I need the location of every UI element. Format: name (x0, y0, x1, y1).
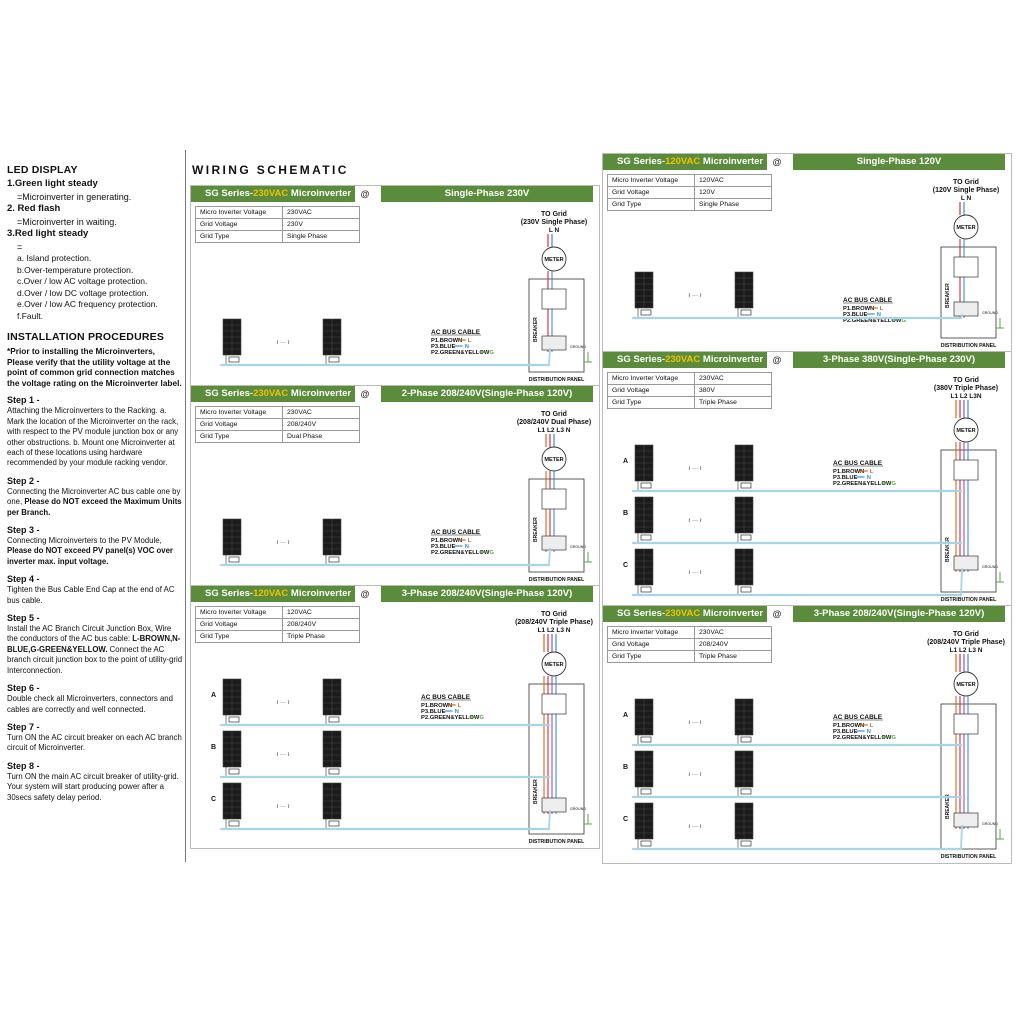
wire-code: G (489, 550, 495, 556)
main-breaker-icon (542, 289, 566, 309)
wire-code: N (454, 709, 459, 715)
spec-value: 230VAC (283, 207, 360, 219)
ac-bus-cable (549, 348, 550, 365)
spec-value: 230VAC (283, 407, 360, 419)
grid-lines-label: L1 L2 L3 N (537, 427, 571, 434)
branch-breaker-icon (954, 556, 978, 570)
distribution-panel-label: DISTRIBUTION PANEL (940, 597, 997, 603)
series-label (603, 352, 767, 368)
wire-label: P3.BLUE (843, 312, 868, 318)
series-voltage: 230VAC (253, 388, 289, 399)
ellipsis-label: ≀ ··· ≀ (276, 340, 290, 346)
microinverter-icon (329, 357, 339, 362)
spec-value: 208/240V (283, 419, 360, 431)
solar-panel-icon (223, 783, 241, 828)
microinverter-icon (229, 557, 239, 562)
solar-panel-icon (735, 803, 753, 848)
ac-bus-cable-label: AC BUS CABLE (421, 694, 471, 701)
microinverter-icon (741, 535, 751, 540)
solar-panel-icon (223, 519, 241, 564)
wire-label: P2.GREEN&YELLOW (843, 318, 902, 324)
ac-bus-cable (961, 825, 962, 849)
step-body: Connecting Microinverters to the PV Module, Please do NOT exceed PV panel(s) VOC over inverter max. input voltage. (7, 536, 173, 566)
at-icon: @ (768, 352, 786, 368)
install-title: INSTALLATION PROCEDURES (7, 331, 165, 343)
spec-value: 230VAC (695, 373, 772, 385)
meter-label: METER (544, 257, 564, 263)
series-suffix: Microinverter (288, 188, 352, 199)
microinverter-icon (741, 310, 751, 315)
series-prefix: SG Series- (205, 388, 254, 399)
spec-key: Grid Voltage (196, 419, 283, 431)
at-icon: @ (356, 186, 374, 202)
spec-key: Grid Voltage (196, 619, 283, 631)
schematic-panel-p3 (190, 585, 600, 849)
step-body: Tighten the Bus Cable End Cap at the end of AC bus cable. (7, 585, 175, 605)
panel-header (191, 586, 599, 602)
wire-label: P1.BROWN (833, 469, 865, 475)
series-label (603, 606, 767, 622)
phase-label: 2-Phase 208/240V(Single-Phase 120V) (381, 386, 593, 402)
meter-label: METER (956, 428, 976, 434)
solar-panel-icon (223, 731, 241, 776)
distribution-panel-label: DISTRIBUTION PANEL (528, 577, 585, 583)
at-icon: @ (768, 606, 786, 622)
microinverter-icon (741, 789, 751, 794)
spec-key: Micro Inverter Voltage (608, 373, 695, 385)
wiring-diagram (603, 370, 1011, 606)
led-title: LED DISPLAY (7, 164, 78, 176)
grid-note: (208/240V Triple Phase) (927, 639, 1005, 646)
wire-code: N (876, 312, 881, 318)
instructions-column (7, 165, 183, 803)
ac-bus-cable (961, 568, 962, 595)
step-body: Install the AC Branch Circuit Junction Box, Wire the conductors of the AC bus cable: L-BROWN,N-BLUE,G-GREEN&YELLOW. Connect the AC branch circuit junction box to the point of utility-grid Interconnection. (7, 624, 183, 675)
ellipsis-label: ≀ ··· ≀ (276, 752, 290, 758)
breaker-label: BREAKER (533, 317, 539, 342)
series-suffix: Microinverter (288, 388, 352, 399)
series-prefix: SG Series- (617, 354, 666, 365)
distribution-panel-label: DISTRIBUTION PANEL (940, 343, 997, 349)
microinverter-icon (741, 737, 751, 742)
wire-code: L (457, 703, 462, 709)
solar-panel-icon (323, 519, 341, 564)
breaker-label: BREAKER (945, 283, 951, 308)
fault-item: b.Over-temperature protection. (17, 264, 134, 275)
row-label: A (211, 692, 217, 699)
to-grid-label: TO Grid (541, 611, 567, 618)
microinverter-icon (641, 737, 651, 742)
series-voltage: 230VAC (253, 188, 289, 199)
meter-label: METER (956, 225, 976, 231)
ground-label: GROUND (982, 822, 998, 826)
microinverter-icon (641, 587, 651, 592)
ac-bus-cable-label: AC BUS CABLE (833, 460, 883, 467)
wire-code: L (467, 538, 472, 544)
led-item: 3.Red light steady (7, 228, 89, 239)
spec-key: Micro Inverter Voltage (608, 627, 695, 639)
phase-label: 3-Phase 208/240V(Single-Phase 120V) (381, 586, 593, 602)
spec-key: Micro Inverter Voltage (196, 207, 283, 219)
step-body: Connecting the Microinverter AC bus cable one by one, Please do NOT exceed the Maximum Units per Branch. (7, 486, 182, 517)
grid-note: (380V Triple Phase) (933, 385, 999, 392)
spec-key: Grid Type (608, 651, 695, 663)
wire-label: P1.BROWN (833, 723, 865, 729)
branch-breaker-icon (954, 813, 978, 827)
wiring-diagram (191, 204, 599, 386)
series-suffix: Microinverter (700, 156, 764, 167)
breaker-label: BREAKER (945, 794, 951, 819)
microinverter-icon (641, 535, 651, 540)
branch-breaker-icon (542, 336, 566, 350)
solar-panel-icon (635, 699, 653, 744)
grid-note: (208/240V Dual Phase) (516, 419, 592, 426)
to-grid-label: TO Grid (541, 211, 567, 218)
wire-label: P2.GREEN&YELLOW (421, 715, 480, 721)
ellipsis-label: ≀ ··· ≀ (688, 466, 702, 472)
ac-bus-cable-label: AC BUS CABLE (431, 329, 481, 336)
solar-panel-icon (323, 783, 341, 828)
fault-item: e.Over / low AC frequency protection. (17, 299, 158, 309)
ground-label: GROUND (570, 807, 586, 811)
spec-key: Grid Voltage (608, 639, 695, 651)
schematic-panel-p6 (602, 605, 1012, 864)
wire-code: L (869, 469, 874, 475)
series-prefix: SG Series- (205, 188, 254, 199)
schematic-panel-p5 (602, 351, 1012, 607)
solar-panel-icon (223, 319, 241, 364)
led-desc: =Microinverter in waiting. (17, 216, 117, 227)
column-divider (185, 150, 186, 862)
wire-label: P2.GREEN&YELLOW (833, 735, 892, 741)
ellipsis-label: ≀ ··· ≀ (276, 700, 290, 706)
ellipsis-label: ≀ ··· ≀ (276, 540, 290, 546)
spec-value: Triple Phase (695, 397, 772, 409)
solar-panel-icon (635, 272, 653, 317)
distribution-panel-label: DISTRIBUTION PANEL (940, 854, 997, 860)
panel-header (191, 186, 599, 202)
schematic-panel-p1 (190, 185, 600, 387)
meter-label: METER (956, 682, 976, 688)
row-label: C (623, 562, 629, 569)
phase-label: Single-Phase 120V (793, 154, 1005, 170)
at-icon: @ (768, 154, 786, 170)
ground-label: GROUND (982, 311, 998, 315)
fault-item: a. Island protection. (17, 253, 92, 263)
at-icon: @ (356, 386, 374, 402)
ellipsis-label: ≀ ··· ≀ (688, 772, 702, 778)
spec-value: 120V (695, 187, 772, 199)
fault-item: f.Fault. (17, 310, 43, 321)
spec-value: Triple Phase (695, 651, 772, 663)
panel-header (191, 386, 599, 402)
microinverter-icon (741, 483, 751, 488)
ground-label: GROUND (570, 345, 586, 349)
step-title: Step 6 - (7, 683, 40, 694)
solar-panel-icon (735, 549, 753, 594)
solar-panel-icon (323, 731, 341, 776)
solar-panel-icon (635, 803, 653, 848)
wiring-diagram (603, 624, 1011, 863)
step-body: Turn ON the main AC circuit breaker of utility-grid. Your system will start producing power after a 30secs safety delay period. (7, 771, 179, 802)
meter-label: METER (544, 662, 564, 668)
ellipsis-label: ≀ ··· ≀ (688, 720, 702, 726)
wire-code: G (901, 318, 907, 324)
row-label: B (623, 510, 629, 517)
breaker-label: BREAKER (533, 779, 539, 804)
spec-key: Grid Type (196, 231, 283, 243)
grid-lines-label: L1 L2 L3 N (949, 647, 983, 654)
spec-key: Grid Voltage (608, 187, 695, 199)
ground-label: GROUND (570, 545, 586, 549)
distribution-panel-label: DISTRIBUTION PANEL (528, 377, 585, 383)
ac-bus-cable (549, 810, 550, 829)
series-label (191, 586, 355, 602)
solar-panel-icon (323, 679, 341, 724)
main-breaker-icon (542, 489, 566, 509)
step-title: Step 2 - (7, 475, 40, 486)
grid-lines-label: L N (960, 195, 972, 202)
step-body: Turn ON the AC circuit breaker on each AC branch circuit of Microinverter. (7, 732, 182, 753)
main-breaker-icon (954, 460, 978, 480)
microinverter-icon (641, 310, 651, 315)
solar-panel-icon (223, 679, 241, 724)
spec-value: Triple Phase (283, 631, 360, 643)
row-label: C (211, 796, 217, 803)
step-title: Step 5 - (7, 613, 40, 624)
ac-bus-cable-label: AC BUS CABLE (843, 297, 893, 304)
row-label: C (623, 816, 629, 823)
fault-item: d.Over / low DC voltage protection. (17, 287, 149, 298)
wire-label: P3.BLUE (431, 344, 456, 350)
solar-panel-icon (735, 699, 753, 744)
distribution-panel-label: DISTRIBUTION PANEL (528, 839, 585, 845)
series-suffix: Microinverter (288, 588, 352, 599)
main-breaker-icon (954, 714, 978, 734)
grid-lines-label: L1 L2 L3 N (537, 627, 571, 634)
to-grid-label: TO Grid (953, 377, 979, 384)
panel-header (603, 154, 1011, 170)
series-voltage: 120VAC (665, 156, 701, 167)
fault-item: c.Over / low AC voltage protection. (17, 276, 148, 286)
wire-code: L (879, 306, 884, 312)
microinverter-icon (329, 821, 339, 826)
branch-breaker-icon (954, 302, 978, 316)
series-prefix: SG Series- (617, 156, 666, 167)
ac-bus-cable (549, 548, 550, 565)
ellipsis-label: ≀ ··· ≀ (688, 293, 702, 299)
spec-key: Micro Inverter Voltage (196, 407, 283, 419)
wire-label: P2.GREEN&YELLOW (431, 350, 490, 356)
to-grid-label: TO Grid (953, 179, 979, 186)
spec-value: Single Phase (283, 231, 360, 243)
schematic-title: WIRING SCHEMATIC (192, 163, 349, 177)
solar-panel-icon (635, 497, 653, 542)
ac-bus-cable (961, 314, 962, 318)
microinverter-icon (229, 769, 239, 774)
wire-label: P1.BROWN (431, 338, 463, 344)
microinverter-icon (229, 357, 239, 362)
wire-label: P3.BLUE (431, 544, 456, 550)
spec-key: Grid Type (608, 199, 695, 211)
wire-code: N (464, 544, 469, 550)
wire-label: P1.BROWN (843, 306, 875, 312)
spec-key: Grid Type (608, 397, 695, 409)
row-label: A (623, 712, 629, 719)
wire-label: P2.GREEN&YELLOW (431, 550, 490, 556)
spec-key: Micro Inverter Voltage (196, 607, 283, 619)
series-label (191, 386, 355, 402)
wire-code: G (891, 481, 897, 487)
microinverter-icon (329, 717, 339, 722)
ellipsis-label: ≀ ··· ≀ (688, 824, 702, 830)
step-title: Step 8 - (7, 760, 40, 771)
wire-code: G (489, 350, 495, 356)
wire-code: L (467, 338, 472, 344)
series-label (191, 186, 355, 202)
series-voltage: 230VAC (665, 354, 701, 365)
led-desc: = (17, 241, 23, 252)
series-label (603, 154, 767, 170)
main-breaker-icon (954, 257, 978, 277)
led-item: 1.Green light steady (7, 178, 98, 189)
led-desc: =Microinverter in generating. (17, 191, 132, 202)
solar-panel-icon (635, 445, 653, 490)
ac-bus-cable-label: AC BUS CABLE (833, 714, 883, 721)
spec-key: Grid Type (196, 431, 283, 443)
schematic-panel-p4 (602, 153, 1012, 353)
wire-code: G (891, 735, 897, 741)
prior-note: *Prior to installing the Microinverters, Please verify that the utility voltage at the point of common grid connection matches the voltage rating on the Microinverter label. (7, 346, 182, 388)
solar-panel-icon (735, 497, 753, 542)
ac-bus-cable-label: AC BUS CABLE (431, 529, 481, 536)
grid-lines-label: L1 L2 L3N (950, 393, 982, 400)
microinverter-icon (741, 841, 751, 846)
spec-value: Single Phase (695, 199, 772, 211)
grid-note: (230V Single Phase) (520, 219, 588, 226)
to-grid-label: TO Grid (953, 631, 979, 638)
spec-value: 380V (695, 385, 772, 397)
microinverter-icon (641, 841, 651, 846)
step-title: Step 1 - (7, 395, 40, 406)
row-label: B (211, 744, 217, 751)
panel-header (603, 606, 1011, 622)
grid-note: (208/240V Triple Phase) (515, 619, 593, 626)
spec-key: Grid Voltage (608, 385, 695, 397)
microinverter-icon (641, 789, 651, 794)
wire-label: P3.BLUE (833, 729, 858, 735)
spec-value: 208/240V (695, 639, 772, 651)
to-grid-label: TO Grid (541, 411, 567, 418)
wire-label: P1.BROWN (431, 538, 463, 544)
wiring-diagram (603, 172, 1011, 352)
breaker-label: BREAKER (533, 517, 539, 542)
series-suffix: Microinverter (700, 354, 764, 365)
spec-key: Grid Type (196, 631, 283, 643)
wiring-diagram (191, 404, 599, 586)
branch-breaker-icon (542, 536, 566, 550)
series-prefix: SG Series- (617, 608, 666, 619)
at-icon: @ (356, 586, 374, 602)
series-prefix: SG Series- (205, 588, 254, 599)
spec-value: 120VAC (283, 607, 360, 619)
microinverter-icon (229, 821, 239, 826)
solar-panel-icon (635, 549, 653, 594)
spec-value: Dual Phase (283, 431, 360, 443)
schematic-panel-p2 (190, 385, 600, 587)
wire-label: P3.BLUE (833, 475, 858, 481)
step-title: Step 7 - (7, 721, 40, 732)
ground-label: GROUND (982, 565, 998, 569)
ellipsis-label: ≀ ··· ≀ (688, 570, 702, 576)
step-title: Step 3 - (7, 525, 40, 536)
wire-label: P3.BLUE (421, 709, 446, 715)
series-voltage: 230VAC (665, 608, 701, 619)
step-body: Attaching the Microinverters to the Racking. a. Mark the location of the Microinverter on the rack, with respect to the PV module junction box or any other obstructions. b. Mount one Microinverter at each of these locations using hardware recommended by your module racking vendor. (7, 406, 179, 468)
wiring-diagram (191, 604, 599, 848)
row-label: B (623, 764, 629, 771)
solar-panel-icon (735, 445, 753, 490)
grid-lines-label: L N (548, 227, 560, 234)
wire-code: N (866, 475, 871, 481)
wire-code: N (464, 344, 469, 350)
series-voltage: 120VAC (253, 588, 289, 599)
wire-code: G (479, 715, 485, 721)
microinverter-icon (741, 587, 751, 592)
solar-panel-icon (635, 751, 653, 796)
ellipsis-label: ≀ ··· ≀ (688, 518, 702, 524)
microinverter-icon (329, 769, 339, 774)
grid-note: (120V Single Phase) (932, 187, 1000, 194)
ellipsis-label: ≀ ··· ≀ (276, 804, 290, 810)
phase-label: 3-Phase 380V(Single-Phase 230V) (793, 352, 1005, 368)
breaker-label: BREAKER (945, 537, 951, 562)
main-breaker-icon (542, 694, 566, 714)
step-title: Step 4 - (7, 574, 40, 585)
spec-value: 230VAC (695, 627, 772, 639)
wire-code: L (869, 723, 874, 729)
microinverter-icon (329, 557, 339, 562)
wire-label: P2.GREEN&YELLOW (833, 481, 892, 487)
spec-value: 120VAC (695, 175, 772, 187)
phase-label: Single-Phase 230V (381, 186, 593, 202)
step-body: Double check all Microinverters, connectors and cables are correctly and well connected. (7, 694, 173, 714)
branch-breaker-icon (542, 798, 566, 812)
spec-key: Micro Inverter Voltage (608, 175, 695, 187)
led-item: 2. Red flash (7, 203, 61, 214)
panel-header (603, 352, 1011, 368)
wire-code: N (866, 729, 871, 735)
solar-panel-icon (735, 751, 753, 796)
microinverter-icon (229, 717, 239, 722)
series-suffix: Microinverter (700, 608, 764, 619)
phase-label: 3-Phase 208/240V(Single-Phase 120V) (793, 606, 1005, 622)
microinverter-icon (641, 483, 651, 488)
wire-label: P1.BROWN (421, 703, 453, 709)
meter-label: METER (544, 457, 564, 463)
spec-value: 230V (283, 219, 360, 231)
spec-value: 208/240V (283, 619, 360, 631)
solar-panel-icon (735, 272, 753, 317)
row-label: A (623, 458, 629, 465)
spec-key: Grid Voltage (196, 219, 283, 231)
solar-panel-icon (323, 319, 341, 364)
